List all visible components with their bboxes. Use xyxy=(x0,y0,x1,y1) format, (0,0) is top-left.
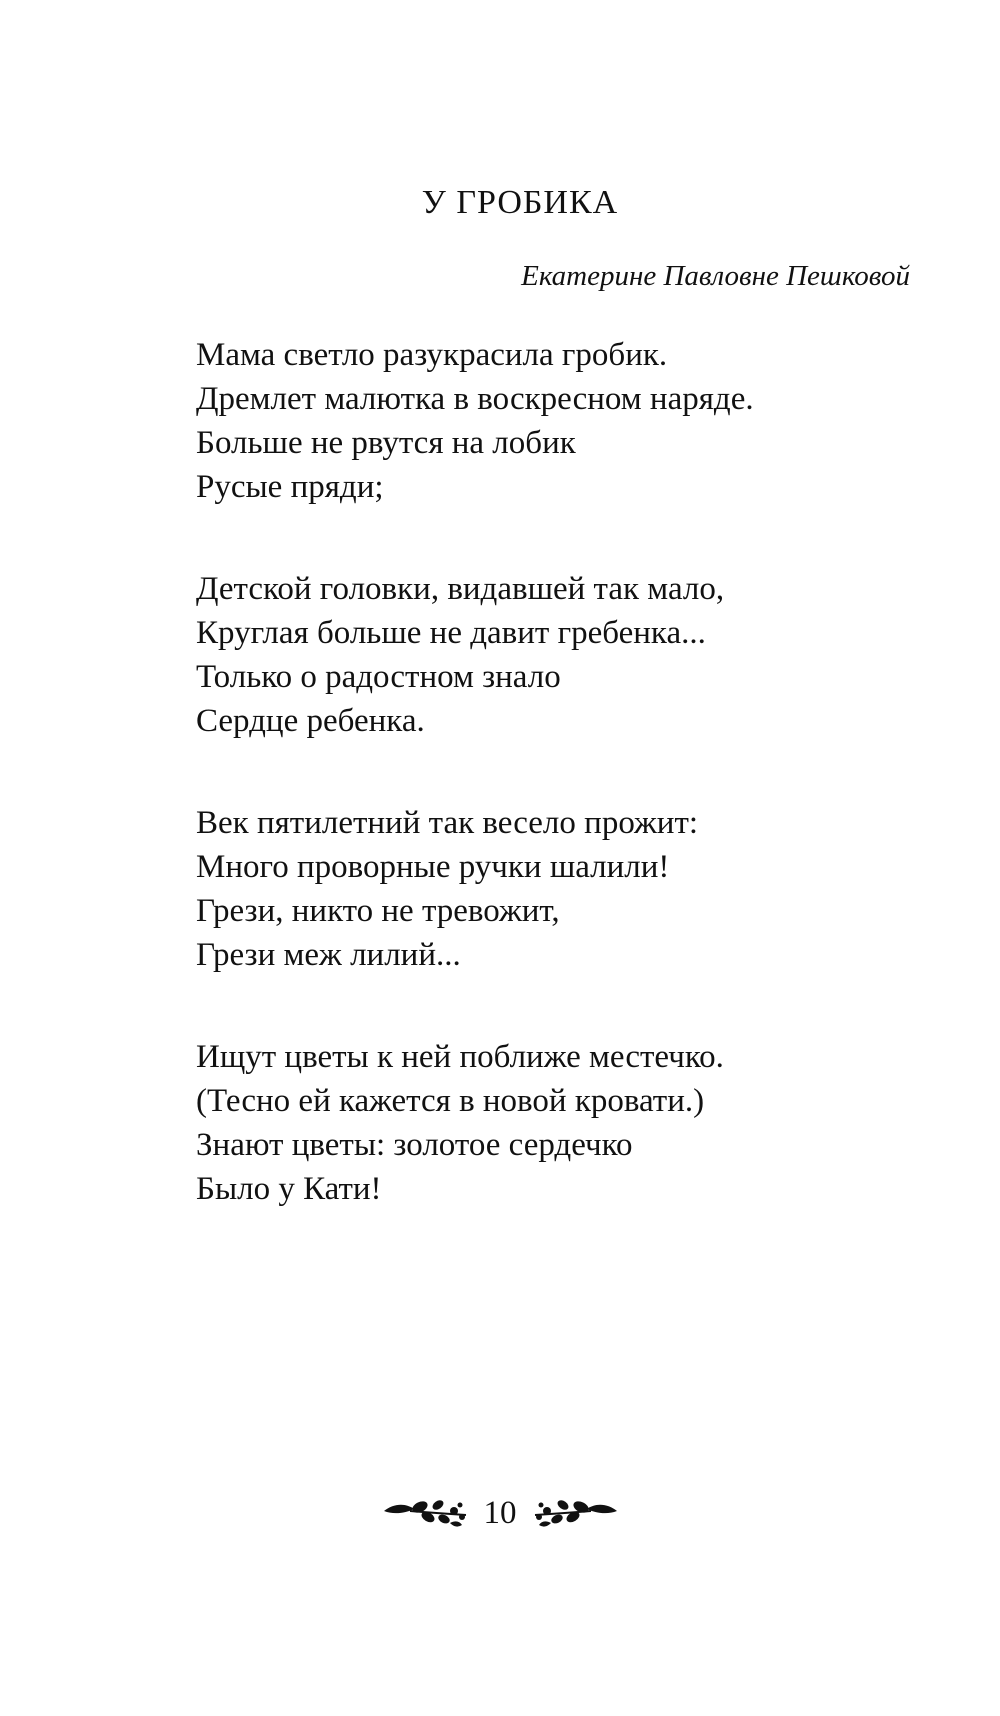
stanza xyxy=(196,567,916,743)
poem-line: Ищут цветы к ней поближе местечко. xyxy=(196,1039,724,1075)
poem-line: Век пятилетний так весело прожит: xyxy=(196,805,699,841)
poem-line: Только о радостном знало xyxy=(196,659,561,695)
poem-line: Круглая больше не давит гребенка... xyxy=(196,615,706,651)
poem-line: Сердце ребенка. xyxy=(196,703,425,739)
poem-line: Мама светло разукрасила гробик. xyxy=(196,337,668,373)
poem-line: Было у Кати! xyxy=(196,1171,382,1207)
stanza xyxy=(196,333,916,509)
stanza xyxy=(196,801,916,977)
poem-line: Больше не рвутся на лобик xyxy=(196,425,576,461)
page-footer xyxy=(0,1488,1000,1538)
floral-ornament-icon xyxy=(380,1493,470,1533)
poem-line: (Тесно ей кажется в новой кровати.) xyxy=(196,1083,705,1119)
page-number: 10 xyxy=(483,1495,517,1531)
poem-line: Грези, никто не тревожит, xyxy=(196,893,560,929)
poem-line: Знают цветы: золотое сердечко xyxy=(196,1127,633,1163)
poem-line: Дремлет малютка в воскресном наряде. xyxy=(196,381,754,417)
poem-line: Грези меж лилий... xyxy=(196,937,461,973)
poem-dedication: Екатерине Павловне Пешковой xyxy=(521,260,910,292)
stanza xyxy=(196,1035,916,1211)
poem-line: Русые пряди; xyxy=(196,469,384,505)
poem-line: Много проворные ручки шалили! xyxy=(196,849,670,885)
poem-title: У ГРОБИКА xyxy=(421,184,619,221)
poem-line: Детской головки, видавшей так мало, xyxy=(196,571,725,607)
poem-body xyxy=(196,333,916,1269)
floral-ornament-icon xyxy=(531,1493,621,1533)
